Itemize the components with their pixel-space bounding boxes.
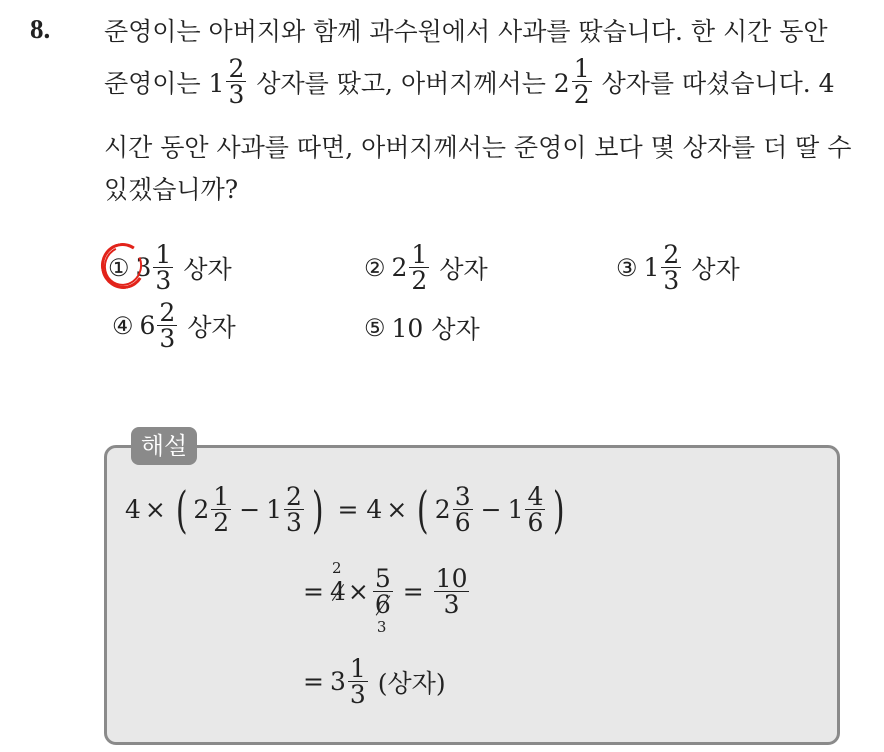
solution-row-2 [303,559,471,636]
fraction-denominator: 6 [454,508,471,537]
fraction-numerator: 2 [228,54,245,83]
question-line-3: 시간 동안 사과를 따면, 아버지께서는 준영이 보다 몇 상자를 더 딸 수 [104,133,852,162]
fraction-denominator: 3 [663,266,680,295]
solution-row-1 [125,480,571,539]
fraction-denominator-cancelled [373,590,393,636]
coef-four: 4 [125,495,141,524]
fraction [211,484,231,535]
fraction [453,484,473,535]
fraction-numerator: 1 [411,240,428,269]
left-paren: ( [175,480,188,539]
fraction-denominator: 3 [159,324,176,353]
times-sign: × [347,577,369,606]
fraction-numerator: 1 [213,482,230,511]
answer-unit: (상자) [377,668,446,698]
equals-sign: = [402,577,424,606]
option-fraction [157,300,177,351]
fraction-numerator: 1 [573,54,590,83]
minus-sign: − [239,495,261,524]
mixed-whole: 1 [507,495,524,524]
fraction-numerator: 2 [663,240,680,269]
fraction-numerator: 2 [159,298,176,327]
option-unit: 상자 [187,312,236,342]
fraction-denominator: 2 [213,508,230,537]
option-fraction [153,242,173,293]
fraction-numerator: 1 [155,240,172,269]
coef-four: 4 [366,495,383,524]
fraction-numerator: 4 [527,482,544,511]
right-paren: ) [553,480,565,539]
solution-box [104,445,840,745]
equals-sign: = [303,577,324,606]
equals-sign: = [337,495,359,524]
fraction-denominator: 2 [573,80,590,109]
question-line-2 [104,56,835,107]
option-fraction [409,242,429,293]
times-sign: × [386,495,408,524]
solution-row-3 [303,656,446,707]
cancelled-four [329,559,346,606]
fraction [525,484,545,535]
fraction-denominator: 2 [411,266,428,295]
option-marker: ③ [616,253,638,282]
fraction-denominator: 3 [349,680,366,709]
fraction-denominator: 3 [155,266,172,295]
option-marker: ① [108,253,130,282]
fraction-one-half [572,56,592,107]
option-unit: 상자 [431,315,480,344]
question-line-2b: 상자를 땄고, 아버지께서는 2 [256,68,570,98]
option-unit: 상자 [439,254,488,284]
option-value: 10 [391,313,424,343]
option-marker: ④ [112,311,134,340]
equals-sign: = [303,667,324,696]
fraction [373,564,393,636]
fraction-denominator: 6 [527,508,544,537]
mixed-whole: 2 [434,495,451,524]
fraction [434,566,470,617]
minus-sign: − [480,495,502,524]
fraction-numerator: 5 [374,564,391,593]
fraction-numerator: 10 [435,564,468,593]
option-marker: ⑤ [364,314,386,342]
option-4[interactable] [112,300,236,351]
option-fraction [661,242,681,293]
reduced-value: 2 [331,559,342,577]
fraction-denominator: 3 [228,80,245,109]
option-whole: 3 [135,253,152,282]
mixed-whole: 3 [329,667,346,696]
option-2[interactable] [364,242,488,293]
fraction-numerator: 2 [286,482,302,511]
option-whole: 2 [391,253,408,282]
option-unit: 상자 [691,254,740,284]
fraction-two-thirds [226,56,246,107]
question-line-4: 있겠습니까? [104,175,239,204]
question-line-2c: 상자를 따셨습니다. 4 [601,68,835,98]
fraction-numerator: 3 [454,482,471,511]
option-3[interactable] [616,242,740,293]
mixed-whole: 1 [266,495,283,524]
question-number: 8. [30,14,51,44]
right-paren: ) [311,480,324,539]
fraction-denominator: 3 [443,590,460,619]
fraction [348,656,368,707]
fraction-numerator: 1 [349,654,366,683]
question-line-1: 준영이는 아버지와 함께 과수원에서 사과를 땄습니다. 한 시간 동안 [104,17,828,46]
left-paren: ( [417,480,429,539]
times-sign: × [144,495,166,524]
question-line-2a: 준영이는 1 [104,68,225,98]
reduced-value: 3 [376,618,387,636]
solution-label: 해설 [131,427,197,465]
mixed-whole: 2 [193,495,210,524]
option-whole: 6 [139,311,156,340]
cancelled-number: 6 [374,590,391,619]
option-whole: 1 [643,253,660,282]
option-5[interactable] [364,310,480,346]
option-unit: 상자 [183,254,232,284]
fraction-denominator: 3 [286,508,302,537]
cancelled-number: 4 [329,577,346,606]
option-marker: ② [364,253,386,282]
fraction [284,484,304,535]
